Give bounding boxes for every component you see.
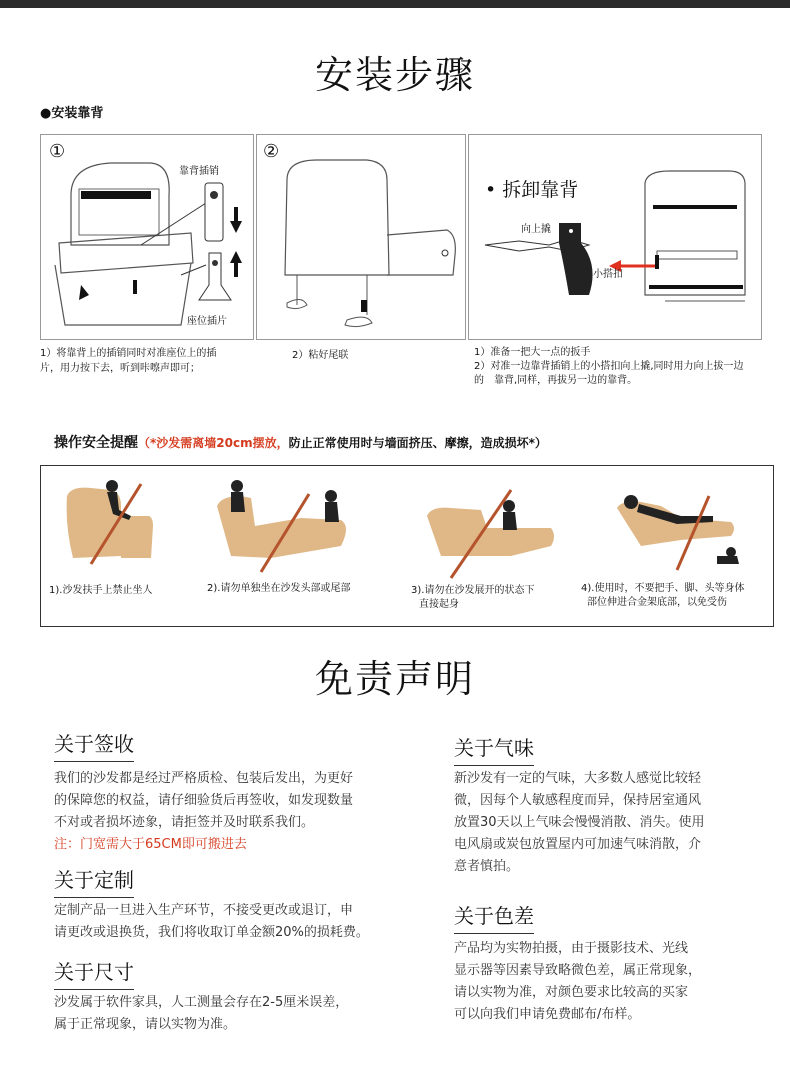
safety-caption-4a: 4).使用时，不要把手、脚、头等身体 bbox=[581, 583, 745, 594]
section-body-color bbox=[454, 938, 774, 1026]
warning-extended-icon bbox=[427, 490, 554, 578]
disclaimer-title: 免责声明 bbox=[314, 657, 475, 701]
step-number: ① bbox=[49, 141, 66, 162]
install-title: 安装步骤 bbox=[314, 53, 475, 97]
install-back-heading: ●安装靠背 bbox=[40, 106, 104, 121]
line: 电风扇或炭包放置屋内可加速气味消散，介 bbox=[454, 837, 702, 852]
door-width-note: 注：门宽需大于65CM即可搬进去 bbox=[54, 837, 247, 852]
step-panel-1 bbox=[40, 134, 254, 340]
line: 属于正常现象，请以实物为准。 bbox=[54, 1017, 237, 1032]
safety-caption-3a: 3).请勿在沙发展开的状态下 bbox=[411, 585, 535, 596]
line: 产品均为实物拍摄，由于摄影技术、光线 bbox=[454, 941, 689, 956]
panel3-caption-3: 的 靠背,同样，再拔另一边的靠背。 bbox=[474, 375, 638, 386]
line: 新沙发有一定的气味，大多数人感觉比较轻 bbox=[454, 771, 702, 786]
section-heading-size: 关于尺寸 bbox=[54, 956, 134, 990]
line: 请以实物为准，对颜色要求比较高的买家 bbox=[454, 985, 689, 1000]
section-heading-smell: 关于气味 bbox=[454, 732, 534, 766]
line: 请更改或退换货，我们将收取订单金额20%的损耗费。 bbox=[54, 925, 369, 940]
safety-illustrations bbox=[41, 466, 773, 586]
remove-back-heading: • 拆卸靠背 bbox=[485, 179, 579, 201]
safety-title-red: （*沙发需离墙20cm摆放， bbox=[138, 436, 289, 450]
line: 微，因每个人敏感程度而异，保持居室通风 bbox=[454, 793, 702, 808]
step-number: ② bbox=[263, 141, 280, 162]
warning-armrest-icon bbox=[67, 480, 153, 564]
safety-box bbox=[40, 465, 774, 627]
safety-caption-3b: 直接起身 bbox=[419, 599, 459, 610]
step-panel-2 bbox=[256, 134, 466, 340]
section-body-custom bbox=[54, 900, 438, 944]
section-heading-color: 关于色差 bbox=[454, 900, 534, 934]
remove-back-illustration bbox=[469, 135, 761, 339]
label-seat-plate: 座位插片 bbox=[187, 316, 227, 327]
safety-caption-2: 2).请勿单独坐在沙发头部或尾部 bbox=[207, 583, 351, 594]
line: 的保障您的权益，请仔细验货后再签收，如发现数量 bbox=[54, 793, 354, 808]
sofa-back-install-illustration bbox=[41, 135, 253, 339]
safety-title-tail: 防止正常使用时与墙面挤压、摩擦，造成损坏*） bbox=[288, 436, 547, 450]
line: 不对或者损坏迹象，请拒签并及时联系我们。 bbox=[54, 815, 315, 830]
label-back-pin: 靠背插销 bbox=[179, 166, 219, 177]
warning-frame-hands-icon bbox=[617, 495, 739, 570]
label-pry-up: 向上撬 bbox=[521, 224, 551, 235]
panel2-caption: 2）粘好尾联 bbox=[292, 350, 349, 361]
panel1-caption-2: 片，用力按下去，听到咔嚓声即可； bbox=[40, 363, 200, 374]
line: 我们的沙发都是经过严格质检、包装后发出，为更好 bbox=[54, 771, 354, 786]
panel3-caption-1: 1）准备一把大一点的扳手 bbox=[474, 347, 591, 358]
panel3-caption-2: 2）对准一边靠背插销上的小搭扣向上撬,同时用力向上拔一边 bbox=[474, 361, 744, 372]
section-heading-custom: 关于定制 bbox=[54, 864, 134, 898]
top-bar bbox=[0, 0, 790, 8]
safety-caption-4b: 部位伸进合金架底部，以免受伤 bbox=[587, 597, 727, 608]
line: 意者慎拍。 bbox=[454, 859, 520, 874]
sofa-back-view-illustration bbox=[257, 135, 465, 339]
safety-title bbox=[54, 432, 547, 452]
section-body-sign bbox=[54, 768, 434, 856]
panel1-caption-1: 1）将靠背上的插销同时对准座位上的插 bbox=[40, 348, 217, 359]
section-body-smell bbox=[454, 768, 774, 878]
line: 放置30天以上气味会慢慢消散、消失。使用 bbox=[454, 815, 705, 830]
line: 可以向我们申请免费邮布/布样。 bbox=[454, 1007, 641, 1022]
step-panel-3 bbox=[468, 134, 762, 340]
line: 定制产品一旦进入生产环节，不接受更改或退订，申 bbox=[54, 903, 354, 918]
label-small-buckle: 小搭扣 bbox=[593, 269, 623, 280]
safety-caption-1: 1).沙发扶手上禁止坐人 bbox=[49, 585, 153, 596]
line: 沙发属于软件家具，人工测量会存在2-5厘米误差， bbox=[54, 995, 349, 1010]
warning-head-tail-icon bbox=[217, 480, 346, 572]
section-body-size bbox=[54, 992, 438, 1036]
safety-title-main: 操作安全提醒 bbox=[54, 435, 138, 451]
section-heading-sign: 关于签收 bbox=[54, 728, 134, 762]
line: 显示器等因素导致略微色差，属正常现象， bbox=[454, 963, 702, 978]
